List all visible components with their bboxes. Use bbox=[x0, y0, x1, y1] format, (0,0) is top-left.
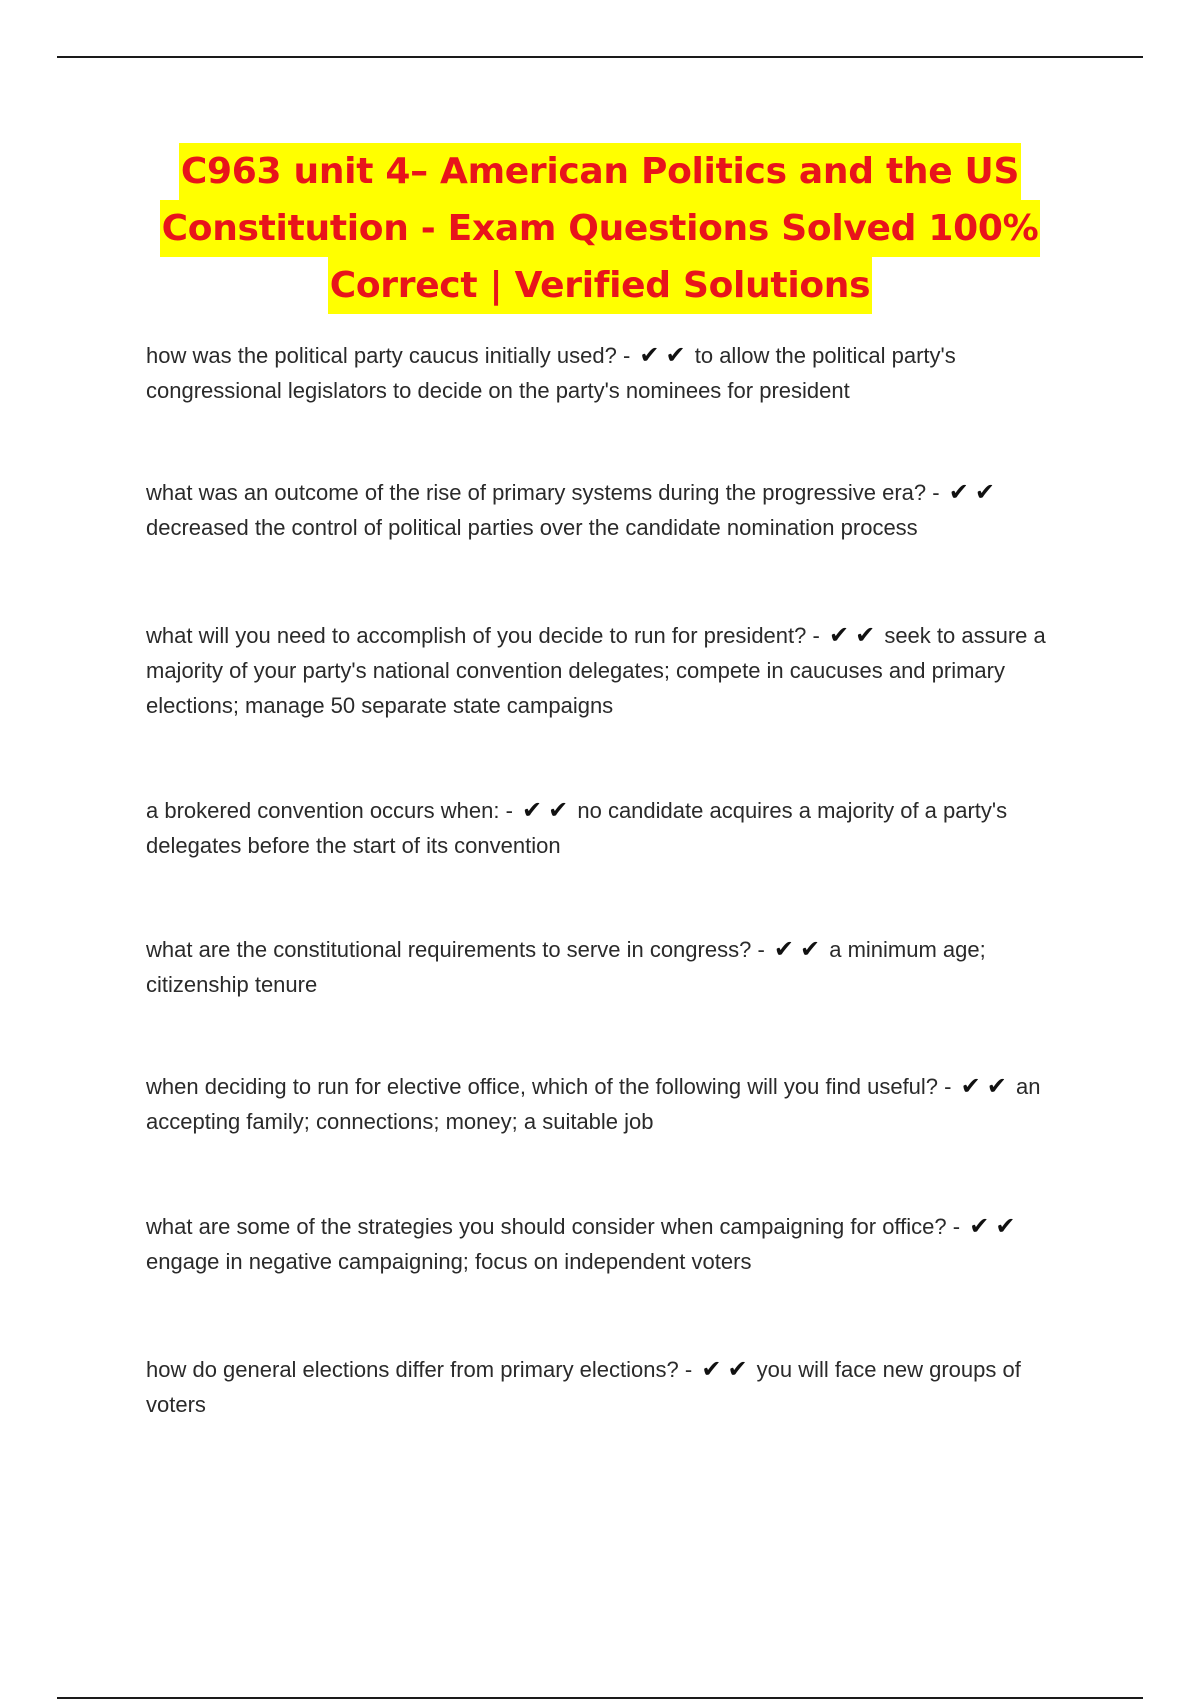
checkmark-icon: ✔ bbox=[974, 478, 995, 506]
separator: - bbox=[932, 480, 940, 505]
checkmark-icon: ✔ bbox=[800, 935, 821, 963]
checkmark-icon: ✔ bbox=[665, 341, 686, 369]
checkmark-icon: ✔ bbox=[986, 1072, 1007, 1100]
title-line-1: C963 unit 4– American Politics and the US bbox=[179, 143, 1021, 200]
question-text: when deciding to run for elective office, which of the following will you find useful? bbox=[146, 1074, 939, 1099]
top-rule bbox=[57, 56, 1143, 58]
checkmark-icon: ✔ bbox=[773, 935, 795, 963]
question-text: a brokered convention occurs when: bbox=[146, 798, 500, 823]
qa-item bbox=[146, 1352, 1086, 1422]
answer-text: you will face new groups of voters bbox=[146, 1357, 1021, 1417]
title-line-3: Correct | Verified Solutions bbox=[328, 257, 873, 314]
answer-text: a minimum age; citizenship tenure bbox=[146, 937, 986, 997]
separator: - bbox=[757, 937, 765, 962]
question-text: what are some of the strategies you should consider when campaigning for office? bbox=[146, 1214, 947, 1239]
checkmark-icon: ✔ bbox=[548, 796, 569, 824]
qa-item bbox=[146, 932, 1086, 1002]
answer-text: engage in negative campaigning; focus on independent voters bbox=[146, 1249, 752, 1274]
question-text: what are the constitutional requirements to serve in congress? bbox=[146, 937, 752, 962]
answer-text: to allow the political party's congressional legislators to decide on the party's nominees for president bbox=[146, 343, 956, 403]
question-text: what will you need to accomplish of you decide to run for president? bbox=[146, 623, 807, 648]
checkmark-icon: ✔ bbox=[855, 621, 876, 649]
checkmark-icon: ✔ bbox=[828, 621, 850, 649]
separator: - bbox=[944, 1074, 952, 1099]
qa-item bbox=[146, 1209, 1086, 1279]
question-text: what was an outcome of the rise of primary systems during the progressive era? bbox=[146, 480, 927, 505]
checkmark-icon: ✔ bbox=[969, 1212, 990, 1240]
answer-text: decreased the control of political parties over the candidate nomination process bbox=[146, 515, 918, 540]
separator: - bbox=[505, 798, 513, 823]
qa-item bbox=[146, 618, 1086, 723]
qa-item bbox=[146, 793, 1086, 863]
qa-item bbox=[146, 475, 1086, 545]
title-line-2: Constitution - Exam Questions Solved 100% bbox=[160, 200, 1041, 257]
qa-item bbox=[146, 338, 1086, 408]
qa-item bbox=[146, 1069, 1086, 1139]
separator: - bbox=[684, 1357, 693, 1382]
checkmark-icon: ✔ bbox=[522, 796, 543, 824]
checkmark-icon: ✔ bbox=[948, 478, 969, 506]
document-title bbox=[100, 143, 1100, 314]
question-text: how was the political party caucus initially used? bbox=[146, 343, 617, 368]
checkmark-icon: ✔ bbox=[960, 1072, 981, 1100]
checkmark-icon: ✔ bbox=[727, 1355, 748, 1383]
checkmark-icon: ✔ bbox=[701, 1355, 722, 1383]
checkmark-icon: ✔ bbox=[639, 341, 660, 369]
separator: - bbox=[812, 623, 820, 648]
separator: - bbox=[952, 1214, 961, 1239]
answer-text: no candidate acquires a majority of a party's delegates before the start of its convention bbox=[146, 798, 1008, 858]
checkmark-icon: ✔ bbox=[995, 1212, 1016, 1240]
question-text: how do general elections differ from primary elections? bbox=[146, 1357, 679, 1382]
answer-text: seek to assure a majority of your party's national convention delegates; compete in caucuses and primary elections; manage 50 separate state campaigns bbox=[146, 623, 1046, 718]
separator: - bbox=[622, 343, 631, 368]
bottom-rule bbox=[57, 1697, 1143, 1699]
answer-text: an accepting family; connections; money; a suitable job bbox=[146, 1074, 1041, 1134]
